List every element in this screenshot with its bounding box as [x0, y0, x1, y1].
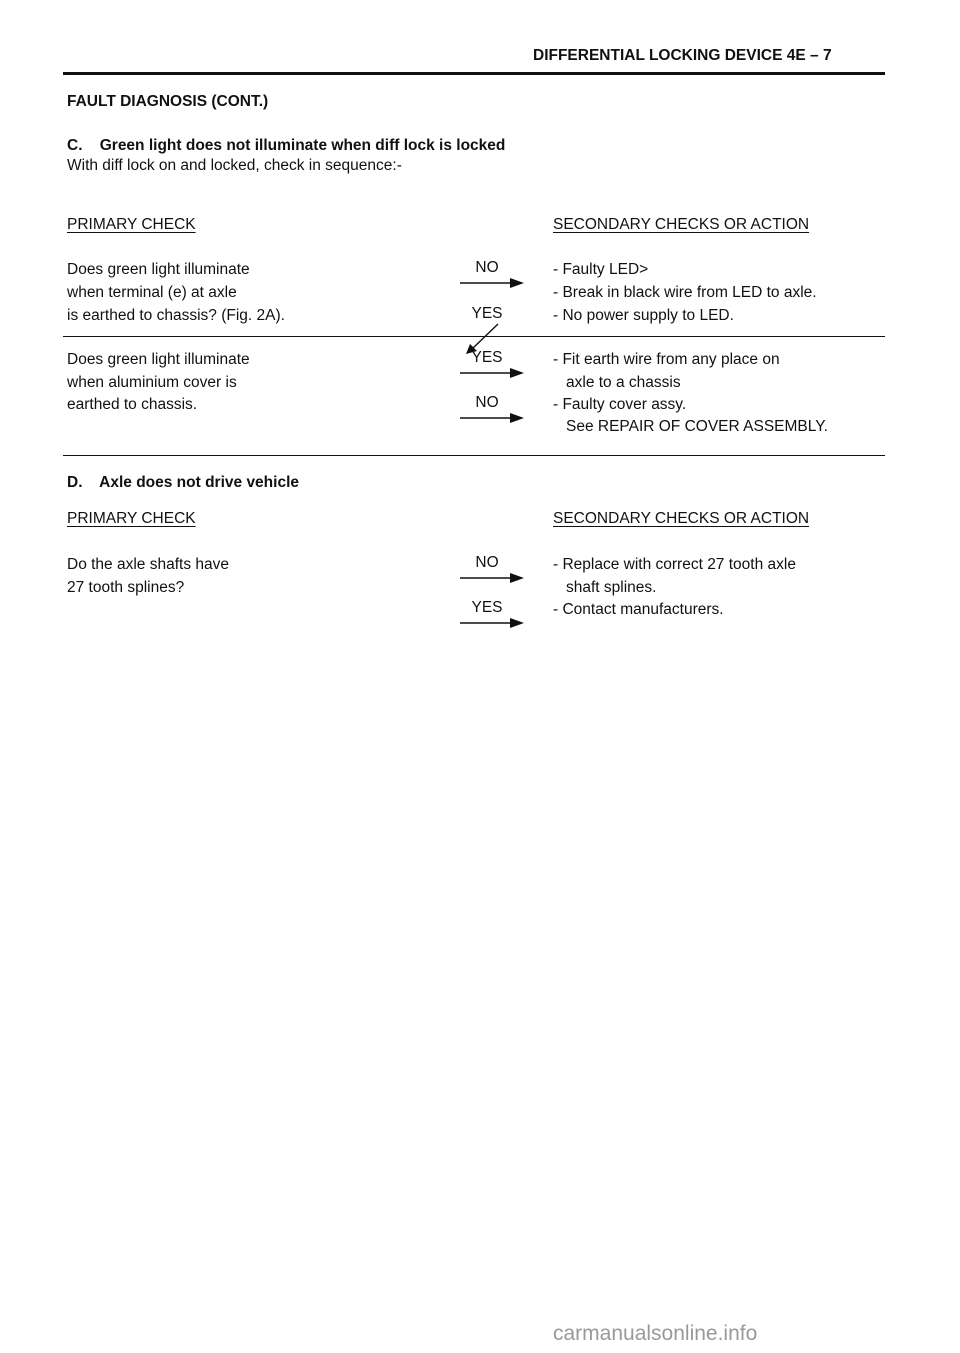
section-c-primary-header: PRIMARY CHECK: [67, 216, 196, 233]
c-step2-action-2: axle to a chassis: [566, 374, 681, 391]
c-step1-yes-branch: [458, 305, 516, 323]
c-step2-yes-label: YES: [471, 349, 503, 366]
d-step1-yes-branch: [458, 599, 526, 629]
c-step-divider: [63, 336, 885, 337]
c-step1-question-line3: is earthed to chassis? (Fig. 2A).: [67, 307, 285, 324]
section-title: FAULT DIAGNOSIS (CONT.): [67, 93, 269, 110]
c-step2-yes-branch: [458, 349, 526, 379]
right-arrow-icon: [458, 412, 526, 424]
section-c-intro: With diff lock on and locked, check in sequence:-: [67, 157, 402, 174]
d-step1-question-line2: 27 tooth splines?: [67, 579, 185, 596]
right-arrow-icon: [458, 572, 526, 584]
c-step1-action-3: - No power supply to LED.: [553, 307, 734, 324]
c-step2-question-line3: earthed to chassis.: [67, 396, 198, 413]
section-divider: [63, 455, 885, 456]
section-d-primary-header: PRIMARY CHECK: [67, 510, 196, 527]
section-c-secondary-header: SECONDARY CHECKS OR ACTION: [553, 216, 810, 233]
d-step1-action-3: - Contact manufacturers.: [553, 601, 724, 618]
d-step1-no-label: NO: [475, 554, 499, 571]
c-step2-question-line1: Does green light illuminate: [67, 351, 250, 368]
section-d-heading: D. Axle does not drive vehicle: [67, 474, 300, 491]
c-step2-no-branch: [458, 394, 526, 424]
d-step1-yes-label: YES: [471, 599, 503, 616]
c-step1-action-1: - Faulty LED>: [553, 261, 649, 278]
section-d-secondary-header: SECONDARY CHECKS OR ACTION: [553, 510, 810, 527]
d-step1-action-2: shaft splines.: [566, 579, 657, 596]
right-arrow-icon: [458, 617, 526, 629]
c-step1-question-line2: when terminal (e) at axle: [67, 284, 237, 301]
c-step1-action-2: - Break in black wire from LED to axle.: [553, 284, 817, 301]
c-step2-action-1: - Fit earth wire from any place on: [553, 351, 780, 368]
header-rule: [63, 72, 885, 75]
d-step1-question-line1: Do the axle shafts have: [67, 556, 229, 573]
right-arrow-icon: [458, 277, 526, 289]
section-c-heading: C. Green light does not illuminate when diff lock is locked: [67, 137, 506, 154]
c-step2-action-3: - Faulty cover assy.: [553, 396, 687, 413]
c-step2-question-line2: when aluminium cover is: [67, 374, 237, 391]
c-step1-no-label: NO: [475, 259, 499, 276]
d-step1-no-branch: [458, 554, 526, 584]
c-step2-action-4: See REPAIR OF COVER ASSEMBLY.: [566, 418, 828, 435]
c-step1-no-branch: [458, 259, 526, 289]
c-step2-no-label: NO: [475, 394, 499, 411]
watermark: carmanualsonline.info: [553, 1322, 758, 1345]
c-step1-yes-label: YES: [471, 305, 503, 322]
c-step1-question-line1: Does green light illuminate: [67, 261, 250, 278]
right-arrow-icon: [458, 367, 526, 379]
d-step1-action-1: - Replace with correct 27 tooth axle: [553, 556, 796, 573]
page-header-title: DIFFERENTIAL LOCKING DEVICE 4E – 7: [533, 47, 832, 64]
